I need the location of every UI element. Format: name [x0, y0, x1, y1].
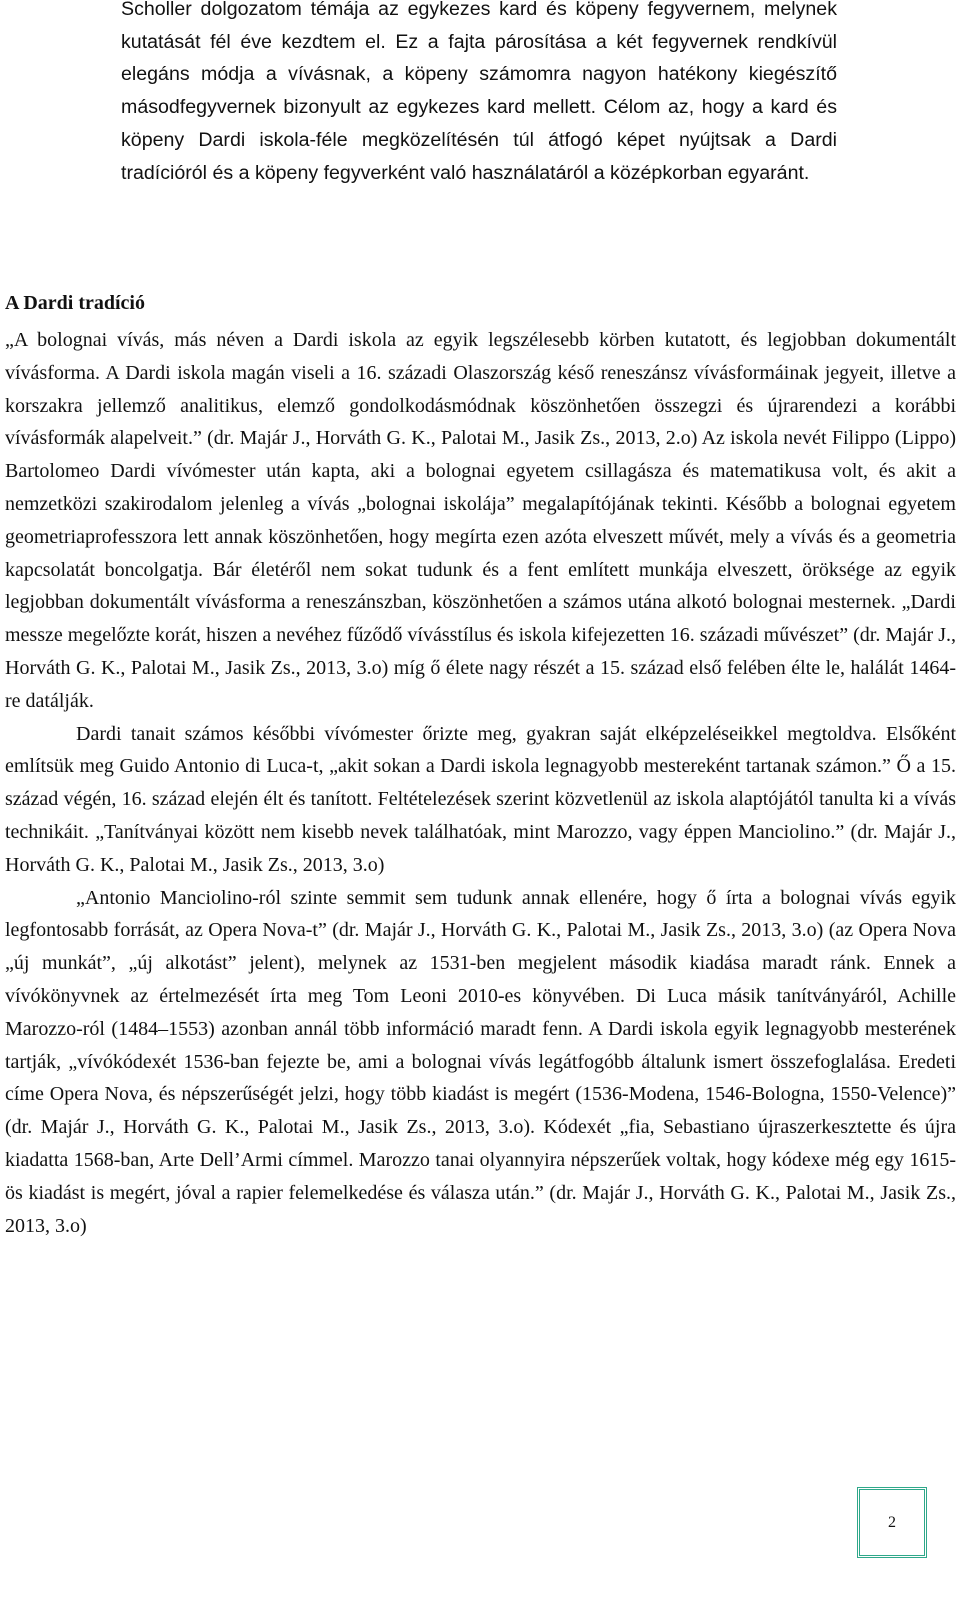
body-paragraph-1: „A bolognai vívás, más néven a Dardi iskola az egyik legszélesebb körben kutatott, és legjobban dokumentált vívásforma. A Dardi iskola magán viseli a 16. századi Olaszország késő reneszánsz vívásformáinak jegyeit, illetve a korszakra jellemző analitikus, elemző gondolkodásmódnak köszönhetően összegzi és újrarendezi a korábbi vívásformák alapelveit.” (dr. Majár J., Horváth G. K., Palotai M., Jasik Zs., 2013, 2.o) Az iskola nevét Filippo (Lippo) Bartolomeo Dardi vívómester után kapta, aki a bolognai egyetem csillagásza és matematikusa volt, és akit a nemzetközi szakirodalom jelenleg a vívás „bolognai iskolája” megalapítójának tekinti. Később a bolognai egyetem geometriaprofesszora lett annak köszönhetően, hogy megírta ezen azóta elveszett művét, mely a vívás és a geometria kapcsolatát boncolgatja. Bár életéről nem sokat tudunk és a fent említett munkája elveszett, öröksége az egyik legjobban dokumentált vívásforma a reneszánszban, köszönhetően a számos utána alkotó bolognai mesternek. „Dardi messze megelőzte korát, hiszen a nevéhez fűződő vívásstílus és iskola kifejezetten 16. századi művészet” (dr. Majár J., Horváth G. K., Palotai M., Jasik Zs., 2013, 3.o) míg ő élete nagy részét a 15. század első felében élte le, halálát 1464-re datálják. [5, 329, 956, 712]
page-number: 2 [888, 1513, 896, 1531]
section-dardi-tradition [5, 282, 956, 1242]
body-paragraph-2: Dardi tanait számos későbbi vívómester őrizte meg, gyakran saját elképzeléseikkel megtoldva. Elsőként említsük meg Guido Antonio di Luca-t, „akit sokan a Dardi iskola legnagyobb mestereként tartanak számon.” Ő a 15. század végén, 16. század elején élt és tanított. Feltételezések szerint közvetlenül az iskola alaptójától tanulta ki a vívás technikáit. „Tanítványai között nem kisebb nevek találhatóak, mint Marozzo, vagy éppen Manciolino.” (dr. Majár J., Horváth G. K., Palotai M., Jasik Zs., 2013, 3.o) [5, 722, 956, 876]
section-heading: A Dardi tradíció [5, 292, 145, 314]
intro-paragraph: Scholler dolgozatom témája az egykezes kard és köpeny fegyvernem, melynek kutatását fél éve kezdtem el. Ez a fajta párosítása a két fegyvernek rendkívül elegáns módja a vívásnak, a köpeny számomra nagyon hatékony kiegészítő másodfegyvernek bizonyult az egykezes kard mellett. Célom az, hogy a kard és köpeny Dardi iskola-féle megközelítésén túl átfogó képet nyújtsak a Dardi tradícióról és a köpeny fegyverként való használatáról a középkorban egyaránt. [121, 0, 837, 184]
page-number-box [857, 1487, 927, 1558]
body-paragraph-3: „Antonio Manciolino-ról szinte semmit sem tudunk annak ellenére, hogy ő írta a bolognai vívás egyik legfontosabb forrását, az Opera Nova-t” (dr. Majár J., Horváth G. K., Palotai M., Jasik Zs., 2013, 3.o) (az Opera Nova „új munkát”, „új alkotást” jelent), melynek az 1531-ben megjelent második kiadása maradt ránk. Ennek a vívókönyvnek az értelmezését írta meg Tom Leoni 2010-es könyvében. Di Luca másik tanítványáról, Achille Marozzo-ról (1484–1553) azonban annál több információ maradt fenn. A Dardi iskola egyik legnagyobb mesterének tartják, „vívókódexét 1536-ban fejezte be, ami a bolognai vívás legátfogóbb általunk ismert összefoglalása. Eredeti címe Opera Nova, és népszerűségét jelzi, hogy több kiadást is megért (1536-Modena, 1546-Bologna, 1550-Velence)” (dr. Majár J., Horváth G. K., Palotai M., Jasik Zs., 2013, 3.o). Kódexét „fia, Sebastiano újraszerkesztette és újra kiadatta 1568-ban, Arte Dell’Armi címmel. Marozzo tanai olyannyira népszerűek voltak, hogy kódexe még egy 1615-ös kiadást is megért, jóval a rapier felemelkedése és válasza után.” (dr. Majár J., Horváth G. K., Palotai M., Jasik Zs., 2013, 3.o) [5, 886, 956, 1237]
